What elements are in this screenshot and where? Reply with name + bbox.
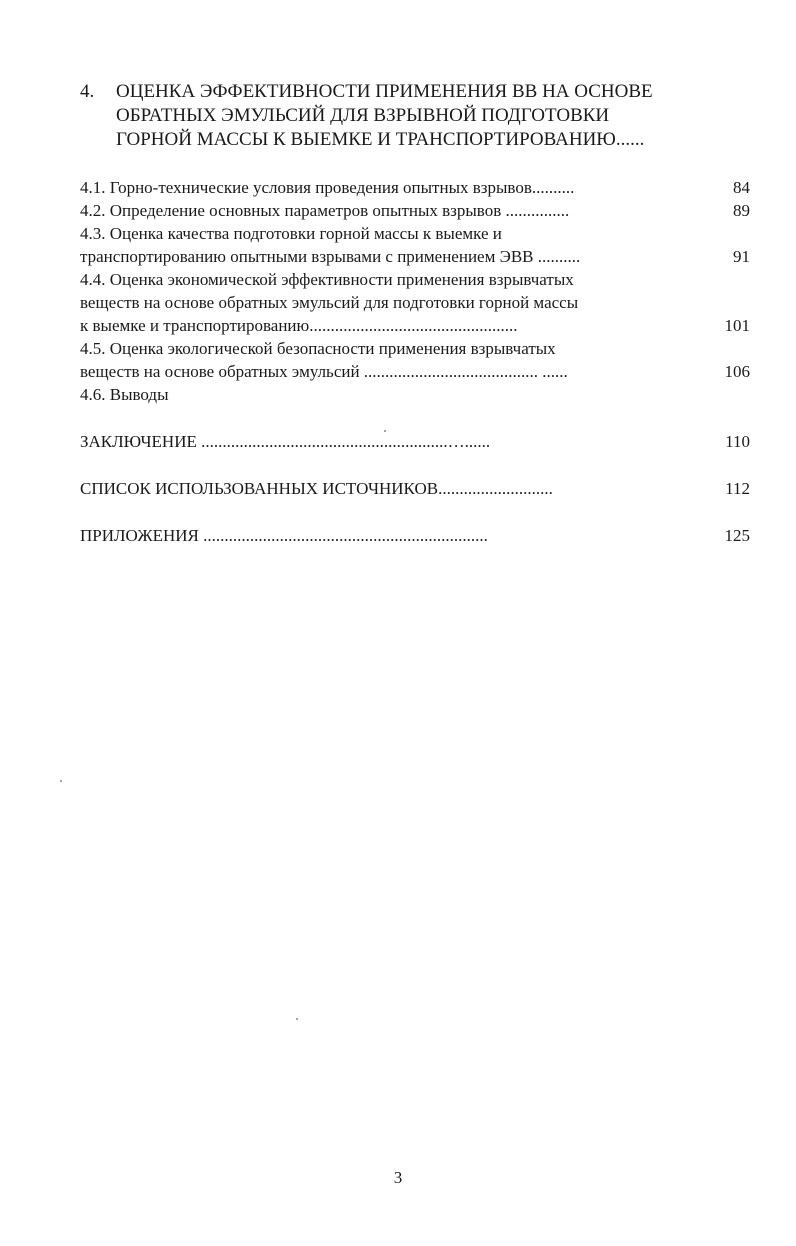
- toc-page-number: 89: [733, 201, 750, 220]
- table-of-contents: [80, 176, 750, 547]
- toc-entry-conclusion: [80, 430, 750, 453]
- chapter-heading: [80, 80, 700, 152]
- toc-entry-text: веществ на основе обратных эмульсий ......................................... ......: [80, 362, 568, 381]
- toc-entry-text: транспортированию опытными взрывами с применением ЭВВ ..........: [80, 247, 581, 266]
- toc-page-number: 125: [724, 526, 750, 545]
- chapter-heading-line-3: ГОРНОЙ МАССЫ К ВЫЕМКЕ И ТРАНСПОРТИРОВАНИЮ......: [116, 129, 645, 150]
- toc-entry-4-4: [80, 268, 750, 337]
- toc-entry-4-6: [80, 383, 750, 406]
- toc-page-number: 106: [724, 362, 750, 381]
- toc-entry-4-3: [80, 222, 750, 268]
- toc-entry-appendices: [80, 524, 750, 547]
- scan-speck: [384, 430, 386, 432]
- toc-entry-text: СПИСОК ИСПОЛЬЗОВАННЫХ ИСТОЧНИКОВ...........................: [80, 479, 553, 498]
- toc-entry-text: 4.2. Определение основных параметров опытных взрывов ...............: [80, 201, 570, 220]
- toc-entry-text: 4.3. Оценка качества подготовки горной массы к выемке и: [80, 224, 502, 243]
- toc-entry-text: 4.4. Оценка экономической эффективности применения взрывчатых: [80, 270, 574, 289]
- chapter-heading-line-1: 4. ОЦЕНКА ЭФФЕКТИВНОСТИ ПРИМЕНЕНИЯ ВВ НА ОСНОВЕ: [80, 81, 653, 102]
- chapter-heading-line-2: ОБРАТНЫХ ЭМУЛЬСИЙ ДЛЯ ВЗРЫВНОЙ ПОДГОТОВКИ: [116, 105, 610, 126]
- toc-entry-4-1: [80, 176, 750, 199]
- toc-entry-text: к выемке и транспортированию.................................................: [80, 316, 518, 335]
- toc-page-number: 84: [733, 178, 750, 197]
- toc-entry-text: веществ на основе обратных эмульсий для подготовки горной массы: [80, 293, 579, 312]
- toc-page-number: 110: [725, 432, 750, 451]
- toc-entry-text: 4.6. Выводы: [80, 385, 169, 404]
- toc-entry-4-5: [80, 337, 750, 383]
- scan-speck: [60, 780, 62, 782]
- toc-page-number: 91: [733, 247, 750, 266]
- toc-entry-text: ЗАКЛЮЧЕНИЕ ..........................................................…......: [80, 432, 491, 451]
- toc-entry-text: ПРИЛОЖЕНИЯ ...................................................................: [80, 526, 488, 545]
- toc-entry-4-2: [80, 199, 750, 222]
- chapter-number: 4.: [80, 81, 95, 102]
- page-number: 3: [393, 1168, 403, 1187]
- toc-page-number: 112: [725, 479, 750, 498]
- toc-entry-text: 4.5. Оценка экологической безопасности применения взрывчатых: [80, 339, 556, 358]
- toc-page-number: 101: [724, 316, 750, 335]
- scan-speck: [296, 1018, 298, 1020]
- toc-entry-text: 4.1. Горно-технические условия проведения опытных взрывов..........: [80, 178, 575, 197]
- toc-entry-references: [80, 477, 750, 500]
